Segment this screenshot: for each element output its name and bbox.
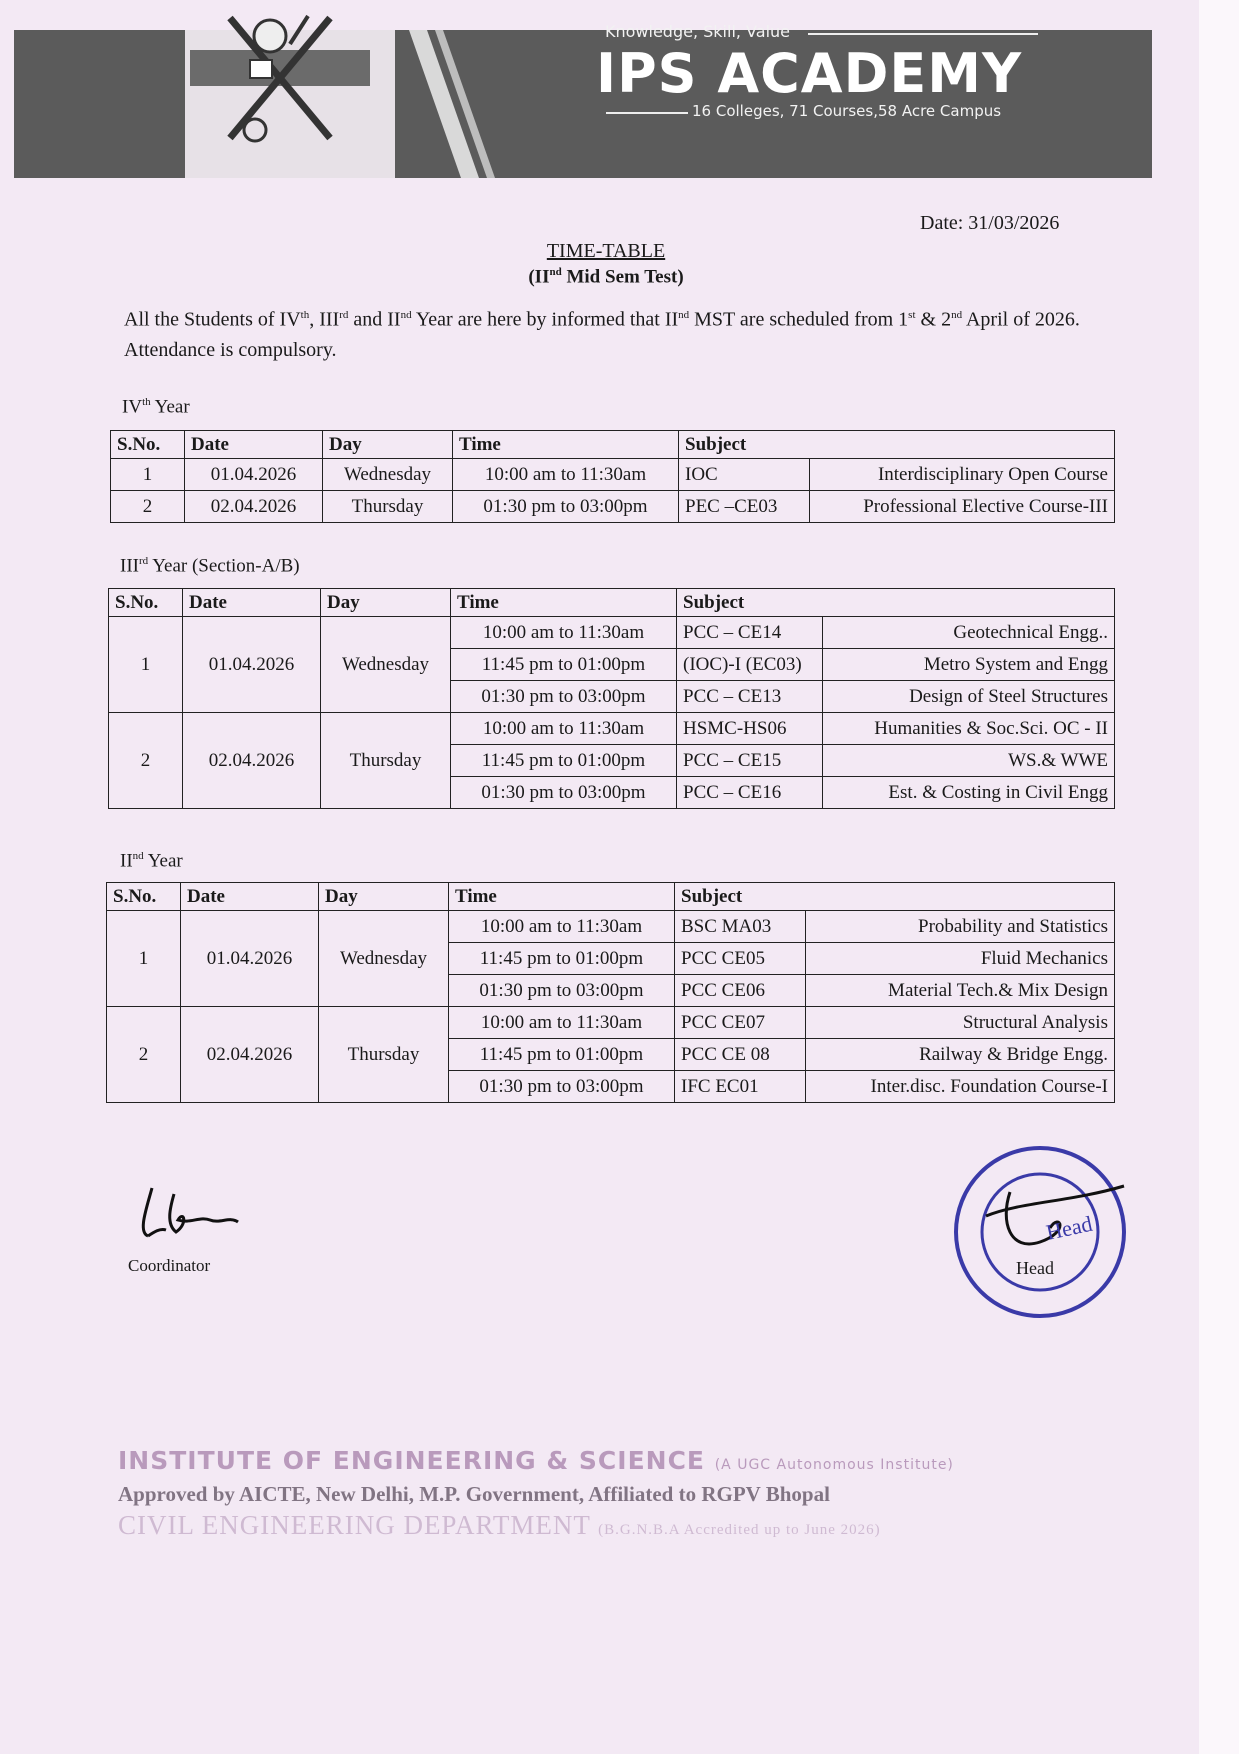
timetable-year4 xyxy=(110,430,1115,523)
cell-day: Thursday xyxy=(321,713,451,809)
page-subtitle: (IInd Mid Sem Test) xyxy=(528,266,684,288)
cell-time: 10:00 am to 11:30am xyxy=(449,911,675,943)
col-sno: S.No. xyxy=(107,883,181,911)
cell-subject-name: Interdisciplinary Open Course xyxy=(810,459,1115,491)
footer-department: CIVIL ENGINEERING DEPARTMENT (B.G.N.B.A Accredited up to June 2026) xyxy=(118,1510,881,1540)
cell-subject-name: Railway & Bridge Engg. xyxy=(806,1039,1115,1071)
table-row xyxy=(111,491,1115,523)
cell-subject-name: Structural Analysis xyxy=(806,1007,1115,1039)
cell-date: 01.04.2026 xyxy=(181,911,319,1007)
cell-subject-code: (IOC)-I (EC03) xyxy=(677,649,823,681)
cell-time: 10:00 am to 11:30am xyxy=(451,713,677,745)
table-row xyxy=(109,713,1115,745)
cell-day: Thursday xyxy=(323,491,453,523)
cell-subject-name: Probability and Statistics xyxy=(806,911,1115,943)
footer-approval: Approved by AICTE, New Delhi, M.P. Government, Affiliated to RGPV Bhopal xyxy=(118,1482,830,1506)
cell-subject-name: Professional Elective Course-III xyxy=(810,491,1115,523)
col-sno: S.No. xyxy=(111,431,185,459)
cell-day: Thursday xyxy=(319,1007,449,1103)
cell-time: 01:30 pm to 03:00pm xyxy=(451,777,677,809)
section-label-year3: IIIrd Year (Section-A/B) xyxy=(120,555,300,577)
cell-subject-name: Metro System and Engg xyxy=(823,649,1115,681)
coordinator-label: Coordinator xyxy=(128,1256,211,1275)
cell-sno: 1 xyxy=(111,459,185,491)
table-row xyxy=(111,459,1115,491)
table-header xyxy=(107,883,1115,911)
col-day: Day xyxy=(319,883,449,911)
cell-time: 01:30 pm to 03:00pm xyxy=(453,491,679,523)
banner-stripe xyxy=(409,30,499,178)
cell-date: 02.04.2026 xyxy=(185,491,323,523)
cell-time: 10:00 am to 11:30am xyxy=(453,459,679,491)
cell-sno: 2 xyxy=(109,713,183,809)
cell-time: 01:30 pm to 03:00pm xyxy=(449,975,675,1007)
table-row xyxy=(107,1007,1115,1039)
cell-subject-name: Material Tech.& Mix Design xyxy=(806,975,1115,1007)
brand-subline: 16 Colleges, 71 Courses,58 Acre Campus xyxy=(692,102,1002,120)
cell-subject-code: PCC CE 08 xyxy=(675,1039,806,1071)
col-time: Time xyxy=(453,431,679,459)
cell-sno: 1 xyxy=(109,617,183,713)
cell-time: 11:45 pm to 01:00pm xyxy=(451,745,677,777)
cell-subject-code: BSC MA03 xyxy=(675,911,806,943)
cell-date: 02.04.2026 xyxy=(181,1007,319,1103)
cell-time: 10:00 am to 11:30am xyxy=(451,617,677,649)
cell-subject-code: PEC –CE03 xyxy=(679,491,810,523)
cell-subject-code: PCC – CE13 xyxy=(677,681,823,713)
col-sno: S.No. xyxy=(109,589,183,617)
coordinator-signature-icon xyxy=(130,1180,270,1250)
notice-date: Date: 31/03/2026 xyxy=(920,212,1060,234)
cell-date: 02.04.2026 xyxy=(183,713,321,809)
brand-name: IPS ACADEMY xyxy=(596,42,1023,105)
col-date: Date xyxy=(185,431,323,459)
cell-time: 11:45 pm to 01:00pm xyxy=(449,1039,675,1071)
col-day: Day xyxy=(321,589,451,617)
tagline: Knowledge, Skill, Value xyxy=(605,22,790,41)
cell-time: 01:30 pm to 03:00pm xyxy=(451,681,677,713)
table-header xyxy=(111,431,1115,459)
cell-day: Wednesday xyxy=(321,617,451,713)
cell-subject-code: PCC – CE15 xyxy=(677,745,823,777)
page-title: TIME-TABLE xyxy=(546,240,666,262)
head-label: Head xyxy=(1016,1258,1054,1278)
cell-subject-name: Humanities & Soc.Sci. OC - II xyxy=(823,713,1115,745)
cell-subject-code: PCC – CE14 xyxy=(677,617,823,649)
cell-time: 01:30 pm to 03:00pm xyxy=(449,1071,675,1103)
cell-subject-code: PCC CE06 xyxy=(675,975,806,1007)
svg-text:Head: Head xyxy=(1043,1210,1095,1245)
department-stamp-icon xyxy=(940,1132,1140,1332)
cell-time: 10:00 am to 11:30am xyxy=(449,1007,675,1039)
col-time: Time xyxy=(451,589,677,617)
cell-subject-name: Fluid Mechanics xyxy=(806,943,1115,975)
cell-sno: 1 xyxy=(107,911,181,1007)
col-subject: Subject xyxy=(675,883,1115,911)
table-row xyxy=(109,617,1115,649)
subline-rule xyxy=(606,112,688,114)
col-date: Date xyxy=(183,589,321,617)
cell-date: 01.04.2026 xyxy=(183,617,321,713)
cell-subject-code: IOC xyxy=(679,459,810,491)
table-row xyxy=(107,911,1115,943)
tagline-rule xyxy=(808,33,1038,35)
academy-logo-icon xyxy=(190,8,370,144)
cell-subject-code: PCC CE07 xyxy=(675,1007,806,1039)
intro-text: All the Students of IVth, IIIrd and IInd Year are here by informed that IInd MST are scheduled from 1st & 2nd April of 2026. Attendance is compulsory. xyxy=(124,308,1080,361)
cell-subject-name: WS.& WWE xyxy=(823,745,1115,777)
timetable-year2 xyxy=(106,882,1115,1103)
col-time: Time xyxy=(449,883,675,911)
cell-subject-code: PCC CE05 xyxy=(675,943,806,975)
col-subject: Subject xyxy=(679,431,1115,459)
table-header xyxy=(109,589,1115,617)
timetable-year3 xyxy=(108,588,1115,809)
cell-subject-code: IFC EC01 xyxy=(675,1071,806,1103)
col-subject: Subject xyxy=(677,589,1115,617)
cell-subject-name: Inter.disc. Foundation Course-I xyxy=(806,1071,1115,1103)
footer-institute: INSTITUTE OF ENGINEERING & SCIENCE (A UGC Autonomous Institute) xyxy=(118,1446,954,1475)
col-day: Day xyxy=(323,431,453,459)
cell-subject-code: PCC – CE16 xyxy=(677,777,823,809)
cell-day: Wednesday xyxy=(323,459,453,491)
cell-subject-name: Geotechnical Engg.. xyxy=(823,617,1115,649)
cell-date: 01.04.2026 xyxy=(185,459,323,491)
col-date: Date xyxy=(181,883,319,911)
cell-sno: 2 xyxy=(111,491,185,523)
cell-day: Wednesday xyxy=(319,911,449,1007)
cell-subject-name: Est. & Costing in Civil Engg xyxy=(823,777,1115,809)
section-label-year2: IInd Year xyxy=(120,850,183,872)
page-edge xyxy=(1199,0,1239,1754)
cell-sno: 2 xyxy=(107,1007,181,1103)
section-label-year4: IVth Year xyxy=(122,396,190,418)
cell-time: 11:45 pm to 01:00pm xyxy=(451,649,677,681)
cell-subject-code: HSMC-HS06 xyxy=(677,713,823,745)
cell-time: 11:45 pm to 01:00pm xyxy=(449,943,675,975)
cell-subject-name: Design of Steel Structures xyxy=(823,681,1115,713)
